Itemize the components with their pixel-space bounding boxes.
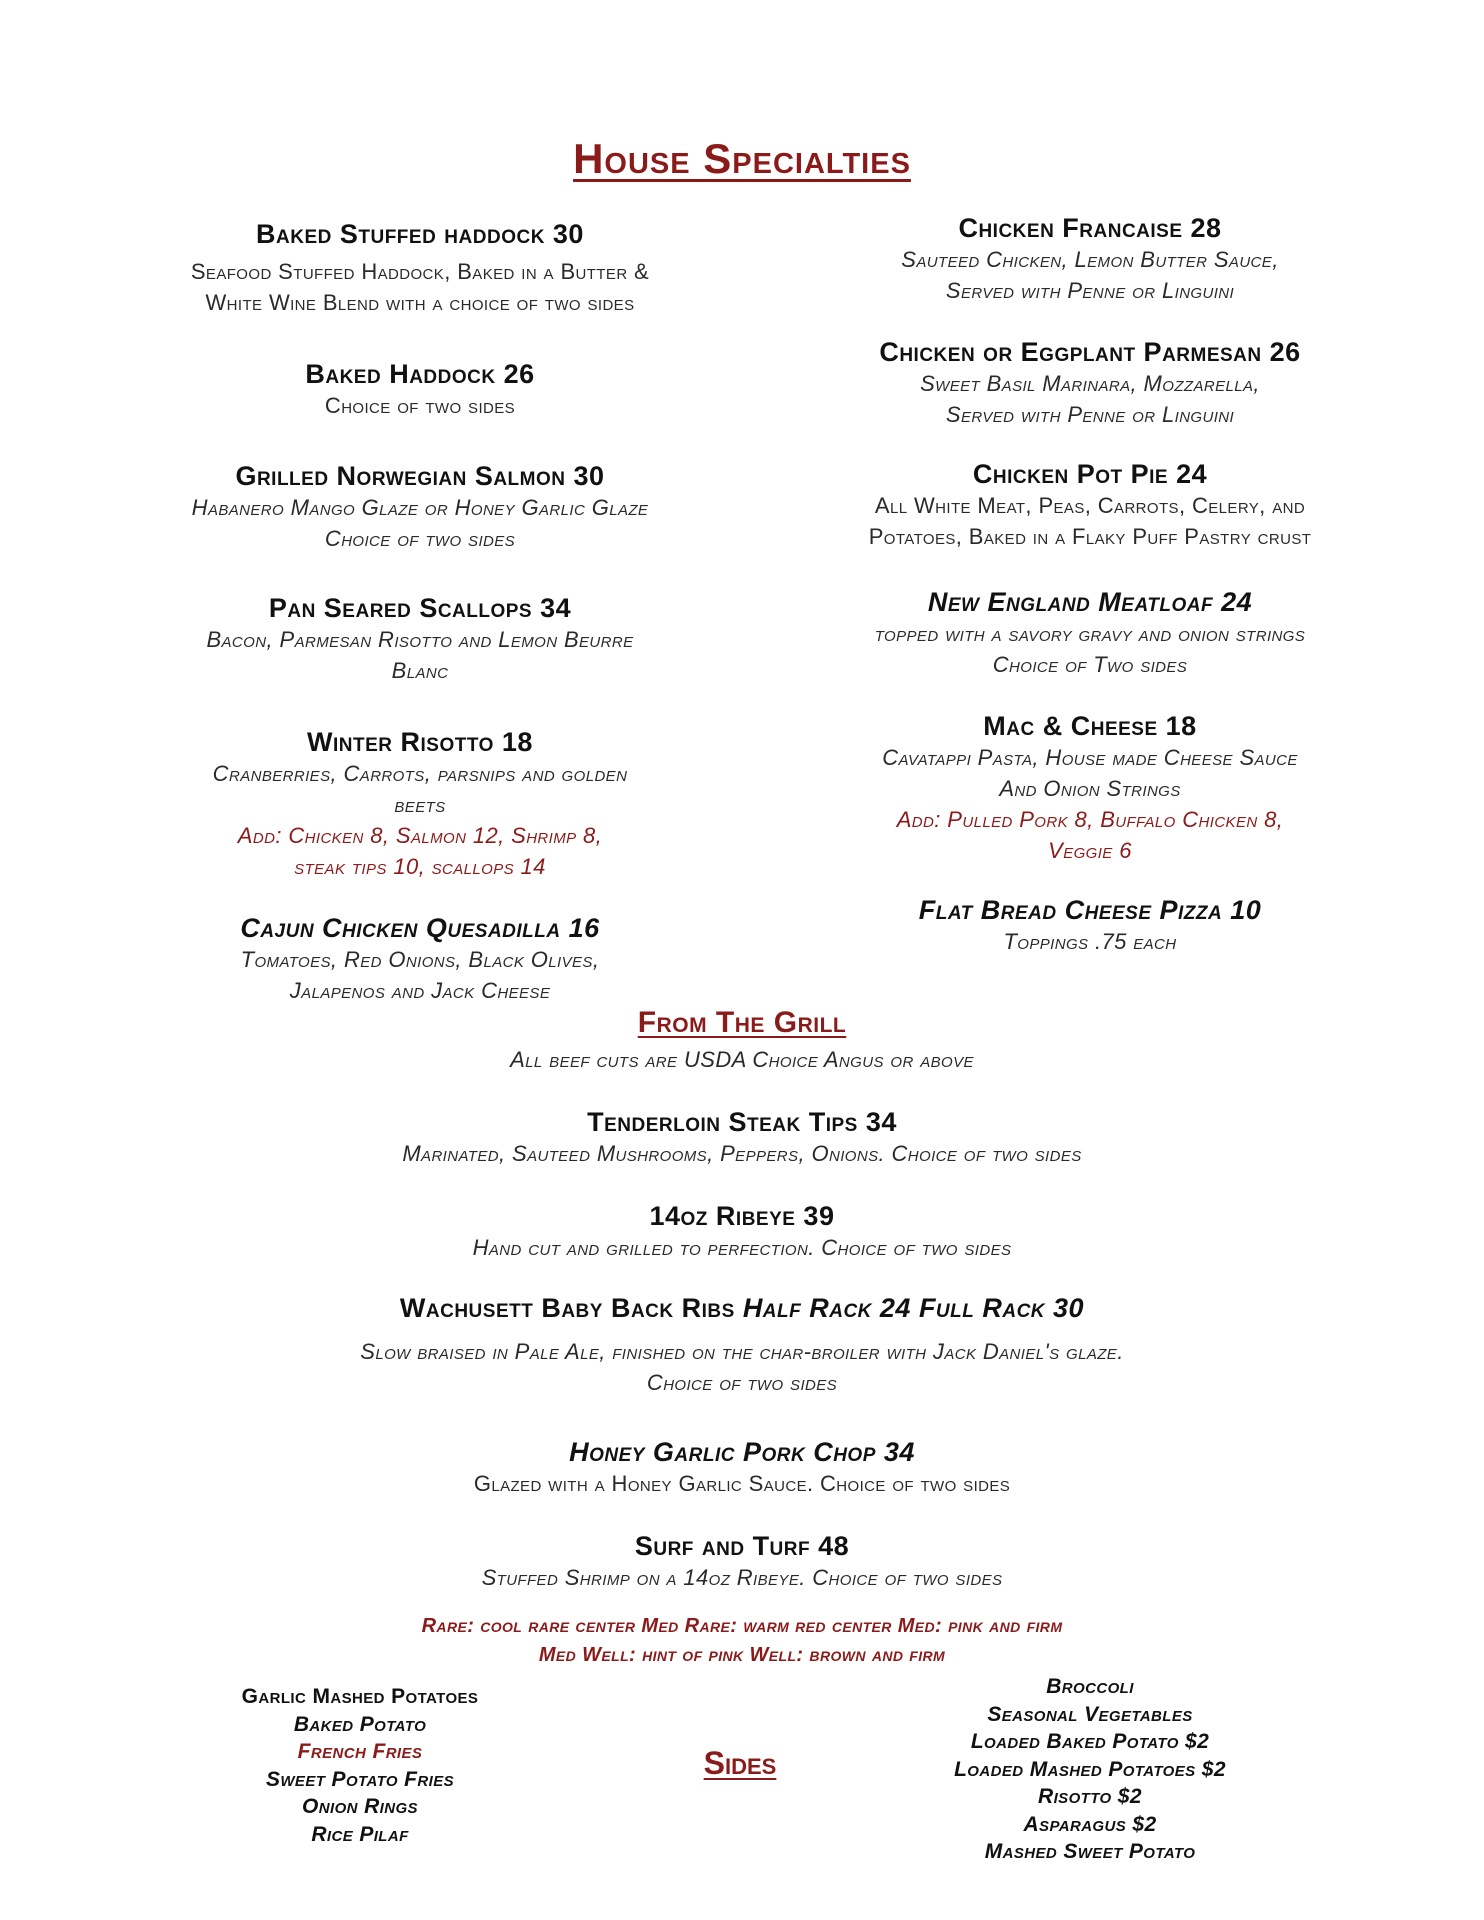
menu-item [90,218,750,318]
item-name [0,1292,1484,1324]
menu-item [90,592,750,686]
item-desc: Served with Penne or Linguini [945,278,1235,303]
menu-item [90,912,750,1006]
item-desc: Stuffed Shrimp on a 14oz Ribeye. Choice of two sides [481,1565,1003,1590]
menu-item [0,1436,1484,1499]
item-desc: Marinated, Sauteed Mushrooms, Peppers, Onions. Choice of two sides [402,1141,1082,1166]
item-desc: beets [394,792,446,817]
side-item: Mashed Sweet Potato [984,1840,1196,1863]
item-desc: Cavatappi Pasta, House made Cheese Sauce [882,745,1298,770]
side-item: Loaded Mashed Potatoes $2 [954,1757,1226,1781]
item-name: New England Meatloaf 24 [927,587,1253,617]
temp-line: Med Well: hint of pink Well: brown and firm [538,1644,946,1666]
menu-item [0,1200,1484,1263]
item-price: Half Rack 24 Full Rack 30 [742,1293,1085,1323]
grill-subtitle [0,1044,1484,1075]
item-desc: All White Meat, Peas, Carrots, Celery, and [874,493,1306,518]
menu-item [760,586,1420,680]
item-addon: Add: Pulled Pork 8, Buffalo Chicken 8, [896,807,1284,832]
item-desc: Potatoes, Baked in a Flaky Puff Pastry crust [868,524,1312,549]
item-name: Cajun Chicken Quesadilla 16 [240,913,600,943]
temp-line: Rare: cool rare center Med Rare: warm red center Med: pink and firm [421,1615,1063,1637]
side-item: Sweet Potato Fries [265,1767,455,1791]
item-name: Surf and Turf 48 [634,1531,850,1561]
item-name-main: Wachusett Baby Back Ribs [399,1293,735,1323]
menu-item [760,710,1420,866]
side-item: Garlic Mashed Potatoes [241,1685,479,1708]
side-item: Asparagus $2 [1023,1812,1157,1836]
item-name: Chicken Francaise 28 [958,213,1222,243]
item-desc: Sauteed Chicken, Lemon Butter Sauce, [901,247,1279,272]
item-desc: And Onion Strings [999,776,1181,801]
item-desc: Choice of two sides [324,393,516,418]
item-desc: Served with Penne or Linguini [945,402,1235,427]
item-name: Chicken Pot Pie 24 [972,459,1208,489]
menu-item [90,726,750,882]
item-desc: Choice of Two sides [992,652,1188,677]
menu-item [760,894,1420,957]
item-addon: Add: Chicken 8, Salmon 12, Shrimp 8, [237,823,603,848]
section-title-sides: Sides [703,1745,777,1781]
item-desc: White Wine Blend with a choice of two sides [205,290,635,315]
item-name: 14oz Ribeye 39 [649,1201,835,1231]
grill-note: All beef cuts are USDA Choice Angus or above [510,1047,974,1072]
side-item: Broccoli [1046,1675,1134,1698]
side-item: Risotto $2 [1038,1785,1142,1808]
item-desc: Sweet Basil Marinara, Mozzarella, [920,371,1260,396]
item-desc: Blanc [391,658,449,683]
menu-item [90,358,750,421]
page-title: House Specialties [573,135,911,182]
item-name: Baked Stuffed haddock 30 [256,219,584,249]
sides-left-list [170,1683,550,1848]
side-item: French Fries [297,1740,423,1763]
item-name: Pan Seared Scallops 34 [268,593,572,623]
section-title-grill: From The Grill [637,1006,847,1039]
side-item: Rice Pilaf [311,1822,409,1846]
item-name: Tenderloin Steak Tips 34 [587,1107,897,1137]
item-desc: Seafood Stuffed Haddock, Baked in a Butter & [190,259,650,284]
item-name: Chicken or Eggplant Parmesan 26 [879,337,1301,367]
item-desc: Choice of two sides [324,526,516,551]
side-item: Seasonal Vegetables [987,1702,1193,1726]
menu-item [90,460,750,554]
side-item: Baked Potato [293,1712,427,1736]
item-desc: Cranberries, Carrots, parsnips and golden [212,761,628,786]
sides-right-list [880,1673,1300,1866]
item-desc: Bacon, Parmesan Risotto and Lemon Beurre [206,627,634,652]
item-addon: Veggie 6 [1048,838,1132,863]
menu-item [0,1530,1484,1593]
item-name: Flat Bread Cheese Pizza 10 [918,895,1262,925]
item-desc: Toppings .75 each [1003,929,1177,954]
item-desc: Jalapenos and Jack Cheese [289,978,551,1003]
menu-item [760,336,1420,430]
item-name: Grilled Norwegian Salmon 30 [235,461,605,491]
menu-item [760,212,1420,306]
item-name: Baked Haddock 26 [305,359,535,389]
menu-item [0,1292,1484,1398]
item-desc: Choice of two sides [646,1370,838,1395]
item-desc: Slow braised in Pale Ale, finished on the char-broiler with Jack Daniel's glaze. [360,1339,1124,1364]
item-desc: Glazed with a Honey Garlic Sauce. Choice of two sides [473,1471,1011,1496]
item-name: Winter Risotto 18 [307,727,533,757]
item-desc: Tomatoes, Red Onions, Black Olives, [240,947,600,972]
item-desc: Hand cut and grilled to perfection. Choice of two sides [472,1235,1012,1260]
menu-item [0,1106,1484,1169]
side-item: Onion Rings [302,1795,418,1818]
item-desc: topped with a savory gravy and onion strings [874,621,1306,646]
temperature-guide [0,1612,1484,1670]
item-name: Mac & Cheese 18 [983,711,1197,741]
item-name: Honey Garlic Pork Chop 34 [569,1437,915,1467]
item-desc: Habanero Mango Glaze or Honey Garlic Glaze [191,495,649,520]
menu-item [760,458,1420,552]
side-item: Loaded Baked Potato $2 [970,1730,1210,1753]
item-addon: steak tips 10, scallops 14 [294,854,546,879]
